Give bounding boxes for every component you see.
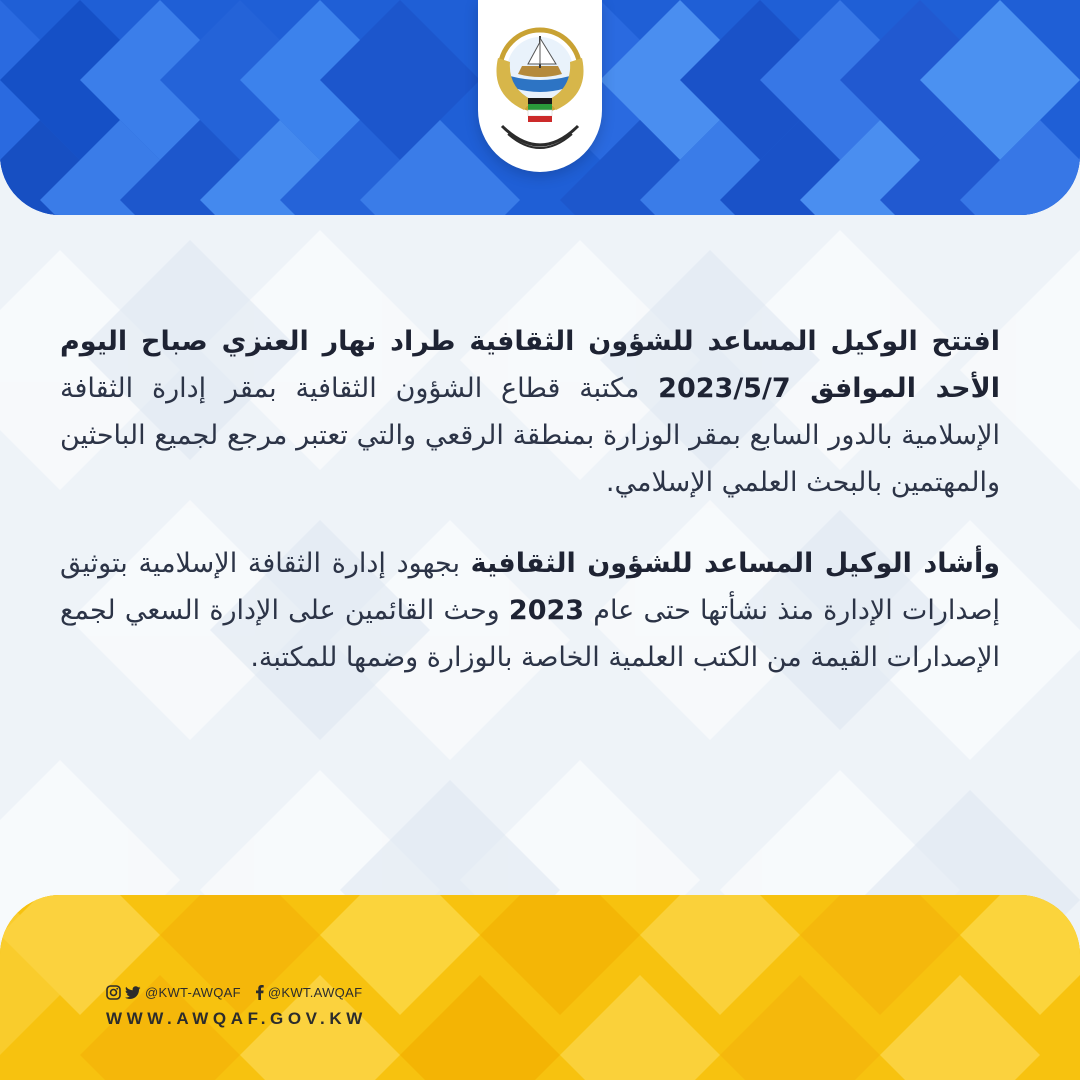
paragraph-2-text-end: وحث القائمين على الإدارة السعي لجمع الإصدارات القيمة من الكتب العلمية الخاصة بالوزارة وضمها للمكتبة. — [60, 595, 1000, 673]
website-link[interactable]: WWW.AWQAF.GOV.KW — [106, 1009, 367, 1028]
twitter-icon — [125, 986, 141, 1000]
instagram-twitter-handle[interactable] — [106, 985, 241, 1000]
paragraph-1-text: مكتبة قطاع الشؤون الثقافية بمقر إدارة الثقافة الإسلامية بالدور السابع بمقر الوزارة بمنطقة الرقعي والتي تعتبر مرجع لجميع الباحثين والمهتمين بالبحث العلمي الإسلامي. — [60, 373, 1000, 498]
instagram-twitter-handle-text: @KWT-AWQAF — [145, 985, 241, 1000]
social-handles — [106, 985, 362, 1000]
article-paragraph-1 — [60, 318, 1000, 506]
article-body — [60, 318, 1000, 681]
logo-shield — [478, 0, 602, 172]
article-paragraph-2 — [60, 540, 1000, 681]
paragraph-2-bold: وأشاد الوكيل المساعد للشؤون الثقافية — [470, 548, 1000, 579]
instagram-icon — [106, 985, 121, 1000]
ministry-emblem-icon — [486, 14, 594, 160]
facebook-handle[interactable] — [255, 985, 362, 1000]
paragraph-2-text: بجهود إدارة الثقافة الإسلامية بتوثيق إصدارات الإدارة منذ نشأتها حتى عام — [60, 548, 1000, 626]
paragraph-1-bold: افتتح الوكيل المساعد للشؤون الثقافية طراد نهار العنزي صباح اليوم الأحد الموافق 2023/5/7 — [60, 326, 1000, 404]
paragraph-2-year: 2023 — [508, 595, 585, 626]
facebook-handle-text: @KWT.AWQAF — [267, 985, 363, 1000]
facebook-icon — [255, 985, 264, 1000]
